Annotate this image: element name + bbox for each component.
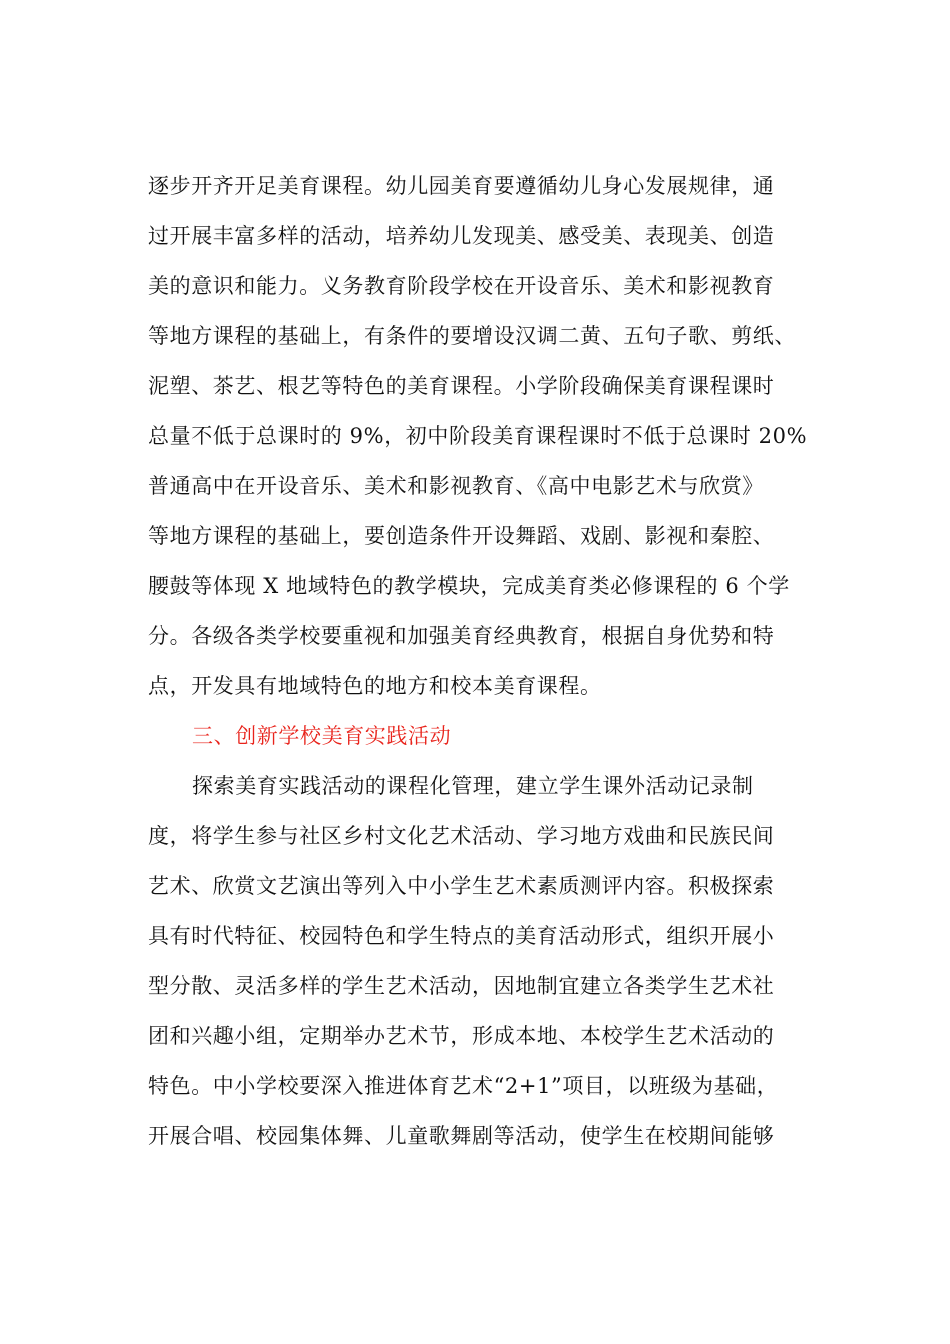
section-heading: 三、创新学校美育实践活动: [192, 724, 452, 748]
paragraph-line: 过开展丰富多样的活动，培养幼儿发现美、感受美、表现美、创造: [148, 224, 775, 248]
paragraph-line: 分。各级各类学校要重视和加强美育经典教育，根据自身优势和特: [148, 624, 775, 648]
paragraph-line: 探索美育实践活动的课程化管理，建立学生课外活动记录制: [192, 774, 754, 798]
paragraph-line: 逐步开齐开足美育课程。幼儿园美育要遵循幼儿身心发展规律，通: [148, 174, 775, 198]
paragraph-line: 等地方课程的基础上，有条件的要增设汉调二黄、五句子歌、剪纸、: [148, 324, 796, 348]
paragraph-line: 等地方课程的基础上，要创造条件开设舞蹈、戏剧、影视和秦腔、: [148, 524, 775, 548]
paragraph-line: 点，开发具有地域特色的地方和校本美育课程。: [148, 674, 602, 698]
paragraph-line: 艺术、欣赏文艺演出等列入中小学生艺术素质测评内容。积极探索: [148, 874, 775, 898]
paragraph-line: 度，将学生参与社区乡村文化艺术活动、学习地方戏曲和民族民间: [148, 824, 775, 848]
paragraph-line: 特色。中小学校要深入推进体育艺术“2+1”项目，以班级为基础，: [148, 1074, 779, 1098]
paragraph-line: 美的意识和能力。义务教育阶段学校在开设音乐、美术和影视教育: [148, 274, 775, 298]
paragraph-line: 腰鼓等体现 X 地域特色的教学模块，完成美育类必修课程的 6 个学: [148, 574, 790, 598]
paragraph-line: 具有时代特征、校园特色和学生特点的美育活动形式，组织开展小: [148, 924, 775, 948]
paragraph-line: 团和兴趣小组，定期举办艺术节，形成本地、本校学生艺术活动的: [148, 1024, 775, 1048]
paragraph-line: 普通高中在开设音乐、美术和影视教育、《高中电影艺术与欣赏》: [148, 474, 764, 498]
paragraph-line: 泥塑、茶艺、根艺等特色的美育课程。小学阶段确保美育课程课时: [148, 374, 775, 398]
paragraph-line: 开展合唱、校园集体舞、儿童歌舞剧等活动，使学生在校期间能够: [148, 1124, 775, 1148]
paragraph-line: 型分散、灵活多样的学生艺术活动，因地制宜建立各类学生艺术社: [148, 974, 775, 998]
paragraph-line: 总量不低于总课时的 9%，初中阶段美育课程课时不低于总课时 20%: [148, 424, 808, 448]
